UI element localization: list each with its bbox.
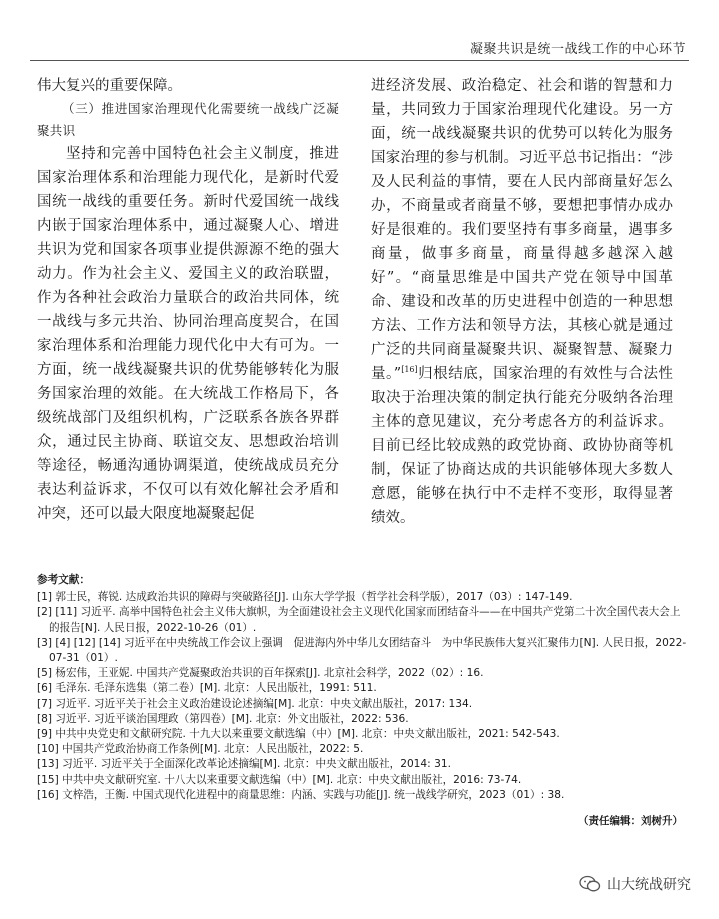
reference-item: [16] 文梓浩，王衡. 中国式现代化进程中的商量思维：内涵、实践与功能[J]. 统一战线学研究，2023（01）: 38. — [37, 788, 565, 801]
reference-item: [13] 习近平. 习近平关于全面深化改革论述摘编[M]. 北京：中央文献出版社，2014: 31. — [37, 758, 451, 771]
reference-item: [1] 郭士民，蒋锐. 达成政治共识的障碍与突破路径[J]. 山东大学学报（哲学社会科学版），2017（03）: 147-149. — [37, 591, 573, 604]
reference-item: [3] [4] [12] [14] 习近平在中央统战工作会议上强调 促进海内外中华儿女团结奋斗 为中华民族伟大复兴汇聚伟力[N]. 人民日报，2022-07-31（01）. — [37, 636, 687, 665]
reference-item: [8] 习近平. 习近平谈治国理政（第四卷）[M]. 北京：外文出版社，2022: 536. — [37, 712, 409, 725]
paragraph-text: 归根结底，国家治理的有效性与合法性取决于治理决策的制定执行能充分吸纳各治理主体的意见建议，充分考虑各方的利益诉求。目前已经比较成熟的政党协商、政协协商等机制，保证了协商达成的共识能够体现大多数人意愿，能够在执行中不走样不变形，取得显著绩效。 — [371, 366, 674, 526]
reference-item: [15] 中共中央文献研究室. 十八大以来重要文献选编（中）[M]. 北京：中央文献出版社，2016: 73-74. — [37, 773, 522, 786]
left-column — [37, 74, 339, 526]
header-divider — [30, 60, 689, 61]
responsible-editor: （责任编辑：刘树升） — [578, 815, 683, 827]
right-column — [371, 74, 673, 530]
reference-item: [9] 中共中央党史和文献研究院. 十九大以来重要文献选编（中）[M]. 北京：中央文献出版社，2021: 542-543. — [37, 728, 560, 741]
wechat-watermark — [579, 874, 691, 894]
paragraph-continued: 伟大复兴的重要保障。 — [37, 78, 182, 94]
reference-item: [6] 毛泽东. 毛泽东选集（第二卷）[M]. 北京：人民出版社，1991: 511. — [37, 682, 377, 695]
running-header: 凝聚共识是统一战线工作的中心环节 — [469, 42, 686, 57]
body-paragraph-continued — [371, 74, 673, 530]
section-subheading: （三）推进国家治理现代化需要统一战线广泛凝聚共识 — [37, 101, 339, 138]
reference-item: [10] 中国共产党政治协商工作条例[M]. 北京：人民出版社，2022: 5. — [37, 743, 364, 756]
body-paragraph: 坚持和完善中国特色社会主义制度，推进国家治理体系和治理能力现代化，是新时代爱国统一战线的重要任务。新时代爱国统一战线内嵌于国家治理体系中，通过凝聚人心、增进共识为党和国家各项事业提供源源不绝的强大动力。作为社会主义、爱国主义的政治联盟，作为各种社会政治力量联合的政治共同体，统一战线与多元共治、协同治理高度契合，在国家治理体系和治理能力现代化中大有可为。一方面，统一战线凝聚共识的优势能够转化为服务国家治理的效能。在大统战工作格局下，各级统战部门及组织机构，广泛联系各族各界群众，通过民主协商、联谊交友、思想政治培训等途径，畅通沟通协调渠道，使统战成员充分表达利益诉求，不仅可以有效化解社会矛盾和冲突，还可以最大限度地凝聚起促 — [37, 146, 339, 522]
reference-item: [7] 习近平. 习近平关于社会主义政治建设论述摘编[M]. 北京：中央文献出版社，2017: 134. — [37, 697, 473, 710]
references-title: 参考文献： — [37, 574, 90, 586]
reference-item: [5] 杨宏伟，王亚妮. 中国共产党凝聚政治共识的百年探索[J]. 北京社会科学，2022（02）: 16. — [37, 667, 484, 680]
watermark-label: 山大统战研究 — [607, 877, 691, 893]
references-section — [37, 573, 687, 803]
citation-marker: [16] — [401, 365, 418, 375]
reference-item: [2] [11] 习近平. 高举中国特色社会主义伟大旗帜，为全面建设社会主义现代化国家而团结奋斗——在中国共产党第二十次全国代表大会上的报告[N]. 人民日报，2022-10-26（01）. — [37, 606, 681, 634]
wechat-icon — [579, 875, 601, 893]
paragraph-text: 进经济发展、政治稳定、社会和谐的智慧和力量，共同致力于国家治理现代化建设。另一方面，统一战线凝聚共识的优势可以转化为服务国家治理的参与机制。习近平总书记指出：“涉及人民利益的事情，要在人民内部商量好怎么办，不商量或者商量不够，要想把事情办成办好是很难的。我们要坚持有事多商量，遇事多商量，做事多商量，商量得越多越深入越好”。“商量思维是中国共产党在领导中国革命、建设和改革的历史进程中创造的一种思想方法、工作方法和领导方法，其核心就是通过广泛的共同商量凝聚共识、凝聚智慧、凝聚力量。” — [371, 78, 673, 382]
